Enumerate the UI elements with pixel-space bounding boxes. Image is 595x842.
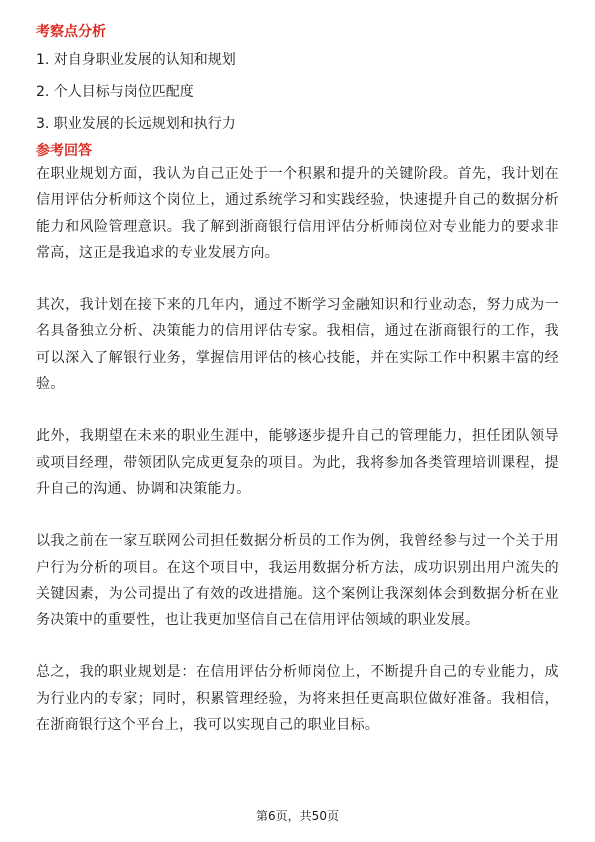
list-item: 3. 职业发展的长远规划和执行力: [36, 116, 236, 132]
answer-paragraph: 其次，我计划在接下来的几年内，通过不断学习金融知识和行业动态，努力成为一名具备独立分析、决策能力的信用评估专家。我相信，通过在浙商银行的工作，我可以深入了解银行业务，掌握信用评估的核心技能，并在实际工作中积累丰富的经验。: [36, 297, 559, 393]
list-item: 2. 个人目标与岗位匹配度: [36, 84, 194, 100]
answer-body: [36, 161, 559, 738]
list-item: 1. 对自身职业发展的认知和规划: [36, 52, 236, 68]
analysis-list: [36, 50, 559, 134]
answer-paragraph: 总之，我的职业规划是：在信用评估分析师岗位上，不断提升自己的专业能力，成为行业内的专家；同时，积累管理经验，为将来担任更高职位做好准备。我相信，在浙商银行这个平台上，我可以实现自己的职业目标。: [36, 664, 559, 734]
answer-heading: 参考回答: [36, 143, 92, 159]
answer-paragraph: 以我之前在一家互联网公司担任数据分析员的工作为例，我曾经参与过一个关于用户行为分析的项目。在这个项目中，我运用数据分析方法，成功识别出用户流失的关键因素，为公司提出了有效的改进措施。这个案例让我深刻体会到数据分析在业务决策中的重要性，也让我更加坚信自己在信用评估领域的职业发展。: [36, 533, 559, 629]
answer-paragraph: 此外，我期望在未来的职业生涯中，能够逐步提升自己的管理能力，担任团队领导或项目经理，带领团队完成更复杂的项目。为此，我将参加各类管理培训课程，提升自己的沟通、协调和决策能力。: [36, 428, 559, 497]
page-number: 第6页，共50页: [256, 809, 339, 823]
document-page: [36, 22, 559, 738]
analysis-heading: 考察点分析: [36, 24, 106, 40]
answer-paragraph: 在职业规划方面，我认为自己正处于一个积累和提升的关键阶段。首先，我计划在信用评估分析师这个岗位上，通过系统学习和实践经验，快速提升自己的数据分析能力和风险管理意识。我了解到浙商银行信用评估分析师岗位对专业能力的要求非常高，这正是我追求的专业发展方向。: [36, 166, 559, 261]
